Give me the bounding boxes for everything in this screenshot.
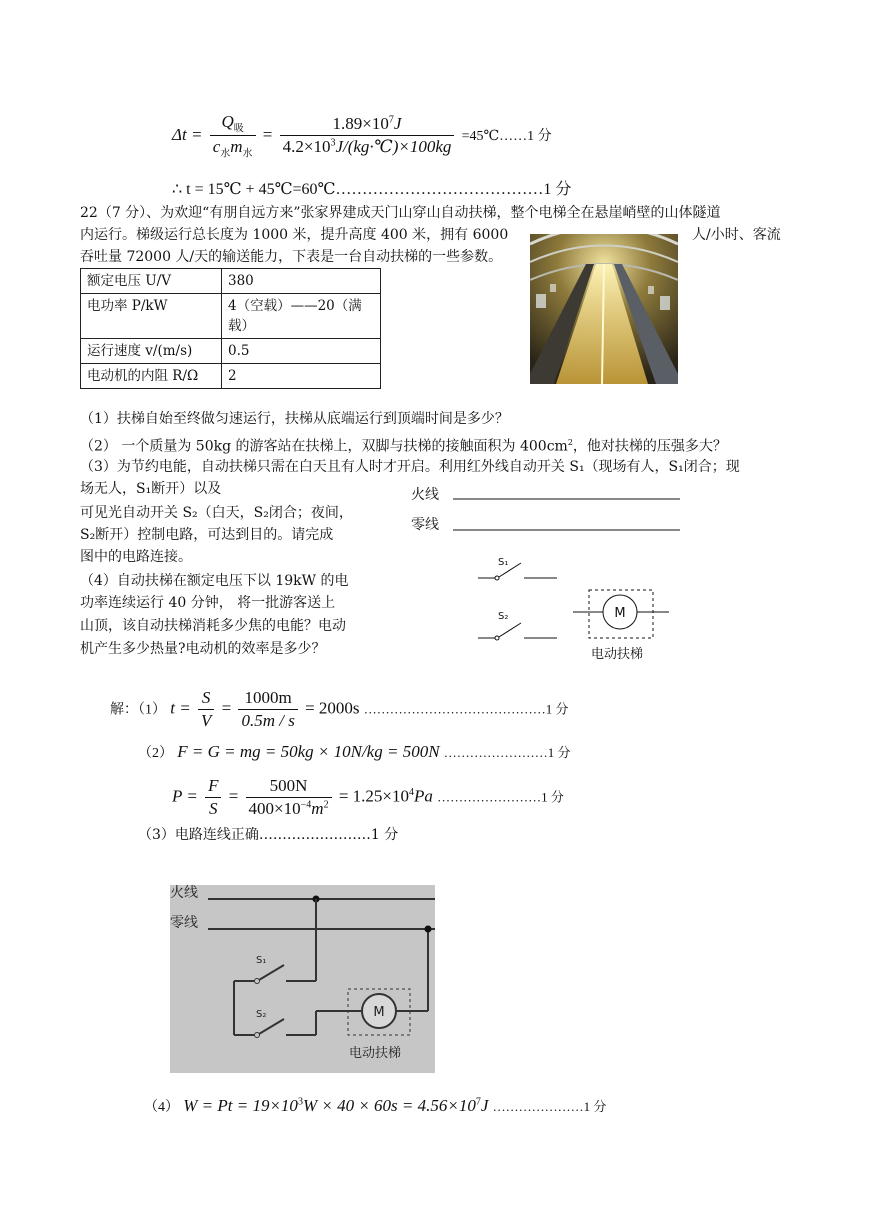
table-row (81, 294, 381, 339)
eq-result: =45℃……1 分 (461, 128, 552, 144)
s2-label: S₂ (498, 611, 509, 622)
question-2: （2） 一个质量为 50kg 的游客站在扶梯上，双脚与扶梯的接触面积为 $400cm^2$，他对扶梯的压强多大？ (80, 438, 727, 455)
table-cell: 额定电压 U/V (81, 269, 222, 294)
answer-s2-label: S₂ (256, 1009, 267, 1020)
table-row (81, 339, 381, 364)
s1-label: S₁ (498, 557, 509, 568)
equation-final-temp: ∴ t = 15℃ + 45℃=60℃…………………………………1 分 (172, 181, 572, 198)
q22-line2a: 内运行。梯级运行总长度为 1000 米，提升高度 400 米，拥有 6000 (80, 227, 509, 243)
solution-2: （2） F = G = mg = 50kg × 10N/kg = 500N ……………………1 分 (138, 742, 571, 761)
table-row (81, 269, 381, 294)
question-4-line3: 山顶，该自动扶梯消耗多少焦的电能？电动 (80, 618, 346, 634)
answer-s1-blade (259, 965, 284, 980)
answer-s2-blade (259, 1019, 284, 1034)
q22-line2b: 人/小时、客流 (692, 227, 781, 243)
s1-contact (495, 576, 499, 580)
table-cell: 380 (222, 269, 381, 294)
solution-4: （4） $W = Pt = 19\times 10^3W \times 40 \times 60s = 4.56\times 10^7J$ …………………1 分 (144, 1096, 607, 1115)
motor-label: M (614, 606, 626, 621)
table-cell: 2 (222, 364, 381, 389)
question-4-line4: 机产生多少热量?电动机的效率是多少？ (80, 641, 326, 657)
live-wire-label: 火线 (411, 487, 439, 503)
neutral-wire-label: 零线 (411, 517, 439, 533)
solution-1: 解：（1） t = $\frac{S}{V}$ = $\frac{1000m}{0.5m / s}$ = 2000s ……………………………………1 分 (110, 688, 569, 730)
question-3-line2: 场无人，S₁断开）以及 (80, 481, 222, 497)
answer-motor-caption: 电动扶梯 (348, 1046, 402, 1061)
answer-live-label: 火线 (170, 885, 198, 901)
q22-line1: 22（7 分）、为欢迎“有朋自远方来”张家界建成天门山穿山自动扶梯，整个电梯全在悬崖峭壁的山体隧道 (80, 205, 721, 221)
table-cell: 4（空载）——20（满载） (222, 294, 381, 339)
answer-s1-label: S₁ (256, 955, 267, 966)
motor-caption: 电动扶梯 (590, 647, 644, 662)
table-cell: 运行速度 v/(m/s) (81, 339, 222, 364)
question-1: （1）扶梯自始至终做匀速运行，扶梯从底端运行到顶端时间是多少？ (80, 411, 509, 427)
table-cell: 电功率 P/kW (81, 294, 222, 339)
question-3-line4: S₂断开）控制电路，可达到目的。请完成 (80, 527, 334, 543)
escalator-photo-icon (530, 234, 678, 384)
equation-delta-t: Δt = $\frac{Q_吸}{c_水m_水}$ = $\frac{1.89\times 10^7J}{4.2\times 10^3J/(kg\cdot℃)\times 100kg}$ =45℃……1 分 (172, 112, 552, 160)
circuit-question-diagram (405, 478, 705, 668)
fraction-numeric: $\frac{1.89\times 10^7J}{4.2\times 10^3J/(kg\cdot℃)\times 100kg}$ (280, 114, 455, 157)
question-4-line2: 功率连续运行 40 分钟， 将一批游客送上 (80, 595, 336, 611)
question-3-line1: （3）为节约电能，自动扶梯只需在白天且有人时才开启。利用红外线自动开关 S₁（现场有人，S₁闭合；现 (80, 459, 740, 475)
question-4-line1: （4）自动扶梯在额定电压下以 19kW 的电 (80, 573, 349, 589)
circuit-answer-diagram (170, 885, 435, 1073)
solution-3: （3）电路连线正确……………………1 分 (138, 827, 399, 843)
spec-table (80, 268, 381, 389)
table-cell: 0.5 (222, 339, 381, 364)
table-row (81, 364, 381, 389)
fraction-q-over-cm: $\frac{Q_吸}{c_水m_水}$ (210, 112, 256, 160)
s2-switch-blade (499, 623, 521, 637)
junction-neutral (425, 926, 432, 933)
solution-2-pressure: P = $\frac{F}{S}$ = $\frac{500N}{400\times 10^{-4}m^2}$ = $1.25\times 10^4Pa$ ……………………1 分 (172, 776, 564, 818)
eq-lhs: Δt = (172, 124, 203, 144)
question-3-line5: 图中的电路连接。 (80, 549, 192, 565)
answer-motor-label: M (373, 1005, 385, 1020)
s2-contact (495, 636, 499, 640)
table-cell: 电动机的内阻 R/Ω (81, 364, 222, 389)
q22-line3: 吞吐量 72000 人/天的输送能力，下表是一台自动扶梯的一些参数。 (80, 249, 503, 265)
escalator-photo (530, 234, 678, 384)
question-3-line3: 可见光自动开关 S₂（白天，S₂闭合；夜间， (80, 505, 353, 521)
answer-neutral-label: 零线 (170, 915, 198, 931)
